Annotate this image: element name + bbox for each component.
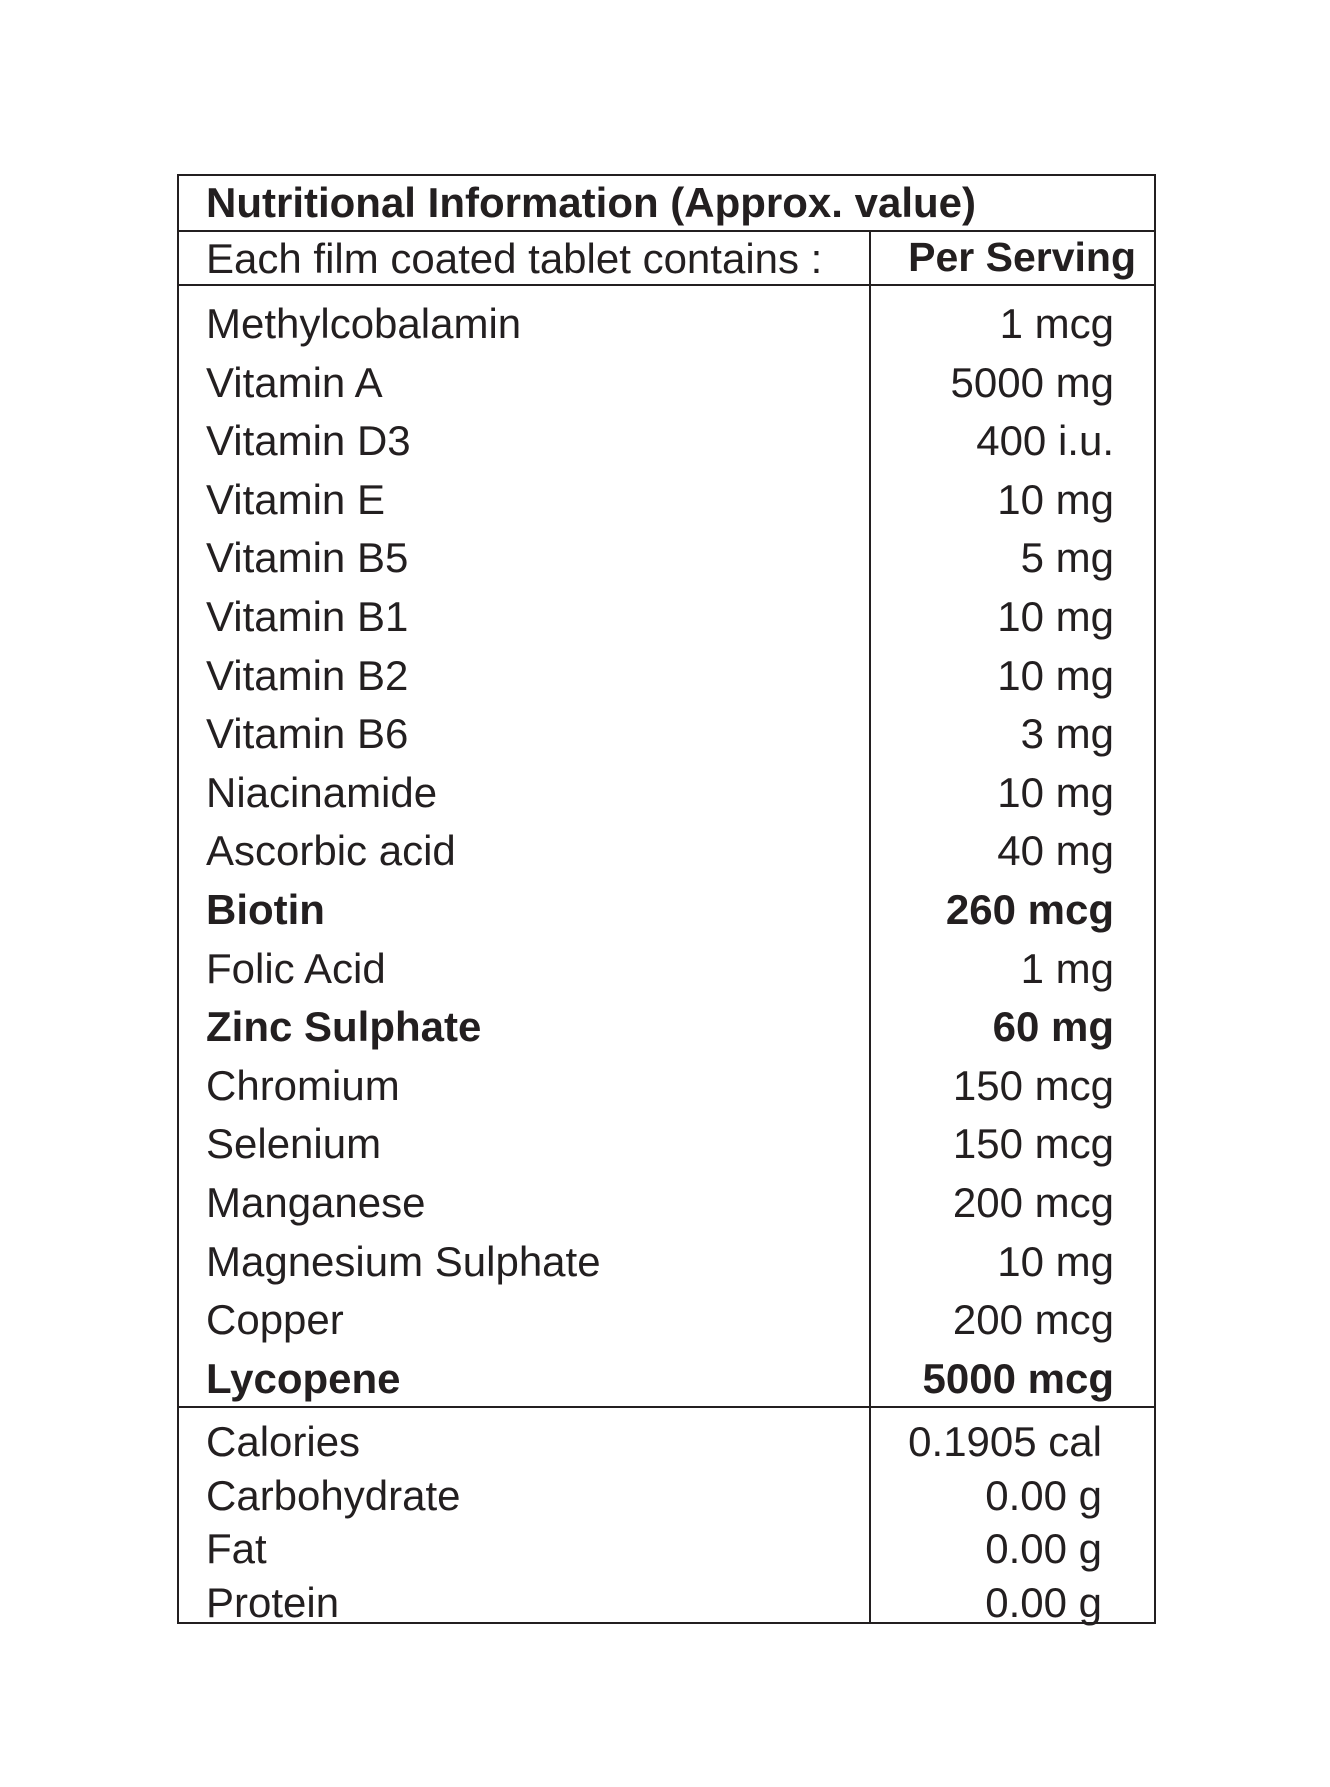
ingredient-amount: 5 mg bbox=[1020, 534, 1114, 582]
nutrition-amount: 0.00 g bbox=[985, 1578, 1102, 1626]
ingredient-row bbox=[179, 296, 1154, 352]
ingredient-row bbox=[179, 472, 1154, 528]
ingredient-name: Niacinamide bbox=[206, 768, 438, 816]
ingredient-name: Folic Acid bbox=[206, 944, 386, 992]
nutrition-row bbox=[179, 1416, 1154, 1468]
nutrition-table bbox=[177, 174, 1156, 1624]
ingredient-name: Vitamin B1 bbox=[206, 593, 409, 640]
ingredient-amount: 150 mcg bbox=[952, 1061, 1114, 1109]
ingredient-row bbox=[179, 589, 1154, 645]
ingredient-row bbox=[179, 648, 1154, 704]
ingredient-amount: 60 mg bbox=[992, 1003, 1114, 1051]
ingredient-name: Magnesium Sulphate bbox=[206, 1237, 601, 1285]
ingredient-row bbox=[179, 1175, 1154, 1231]
nutrition-row bbox=[179, 1523, 1154, 1575]
ingredient-name: Methylcobalamin bbox=[206, 300, 522, 347]
ingredient-name: Copper bbox=[206, 1296, 344, 1344]
ingredient-row bbox=[179, 413, 1154, 469]
ingredient-row bbox=[179, 1058, 1154, 1114]
ingredient-amount: 200 mcg bbox=[952, 1179, 1114, 1226]
column-header-ingredient: Each film coated tablet contains : bbox=[206, 235, 823, 282]
ingredient-amount: 150 mcg bbox=[952, 1120, 1114, 1168]
ingredient-amount: 10 mg bbox=[997, 593, 1114, 640]
ingredient-name: Vitamin B2 bbox=[206, 651, 409, 699]
ingredient-row bbox=[179, 882, 1154, 938]
ingredient-name: Vitamin D3 bbox=[206, 417, 411, 465]
ingredient-name: Selenium bbox=[206, 1120, 382, 1168]
ingredient-row bbox=[179, 999, 1154, 1055]
ingredient-amount: 5000 mcg bbox=[922, 1354, 1114, 1402]
ingredient-name: Ascorbic acid bbox=[206, 827, 456, 875]
nutrition-name: Carbohydrate bbox=[206, 1471, 461, 1519]
nutrition-amount: 0.00 g bbox=[985, 1525, 1102, 1572]
ingredient-amount: 10 mg bbox=[997, 475, 1114, 523]
ingredient-amount: 1 mcg bbox=[999, 300, 1114, 347]
ingredient-amount: 40 mg bbox=[997, 827, 1114, 875]
ingredient-name: Vitamin B6 bbox=[206, 710, 409, 758]
ingredient-name: Chromium bbox=[206, 1061, 400, 1109]
ingredient-row bbox=[179, 823, 1154, 879]
ingredient-name: Zinc Sulphate bbox=[206, 1003, 482, 1051]
ingredient-row bbox=[179, 765, 1154, 821]
ingredient-amount: 260 mcg bbox=[945, 886, 1114, 933]
ingredient-name: Manganese bbox=[206, 1179, 426, 1226]
ingredient-amount: 3 mg bbox=[1020, 710, 1114, 758]
nutrition-row bbox=[179, 1577, 1154, 1629]
ingredient-amount: 10 mg bbox=[997, 768, 1114, 816]
ingredient-row bbox=[179, 1351, 1154, 1407]
ingredient-amount: 1 mg bbox=[1020, 944, 1114, 992]
nutrition-amount: 0.1905 cal bbox=[908, 1418, 1102, 1465]
ingredient-row bbox=[179, 941, 1154, 997]
ingredient-row bbox=[179, 530, 1154, 586]
ingredient-name: Lycopene bbox=[206, 1354, 401, 1402]
ingredient-row bbox=[179, 1234, 1154, 1290]
ingredient-name: Biotin bbox=[206, 886, 325, 933]
ingredient-amount: 400 i.u. bbox=[976, 417, 1114, 465]
ingredient-row bbox=[179, 1116, 1154, 1172]
ingredient-name: Vitamin E bbox=[206, 475, 385, 523]
nutrition-row bbox=[179, 1470, 1154, 1522]
ingredient-amount: 5000 mg bbox=[950, 358, 1114, 406]
column-header-per-serving: Per Serving bbox=[908, 234, 1136, 280]
ingredient-name: Vitamin A bbox=[206, 358, 383, 406]
ingredient-row bbox=[179, 355, 1154, 411]
nutrition-name: Protein bbox=[206, 1578, 340, 1626]
ingredient-amount: 10 mg bbox=[997, 1237, 1114, 1285]
nutrition-amount: 0.00 g bbox=[985, 1471, 1102, 1519]
column-header-row bbox=[179, 232, 1154, 286]
ingredient-name: Vitamin B5 bbox=[206, 534, 409, 582]
table-title: Nutritional Information (Approx. value) bbox=[179, 176, 1154, 232]
ingredient-amount: 10 mg bbox=[997, 651, 1114, 699]
ingredient-row bbox=[179, 1292, 1154, 1348]
nutrition-name: Calories bbox=[206, 1418, 361, 1465]
ingredient-amount: 200 mcg bbox=[952, 1296, 1114, 1344]
nutrition-name: Fat bbox=[206, 1525, 267, 1572]
ingredient-row bbox=[179, 706, 1154, 762]
